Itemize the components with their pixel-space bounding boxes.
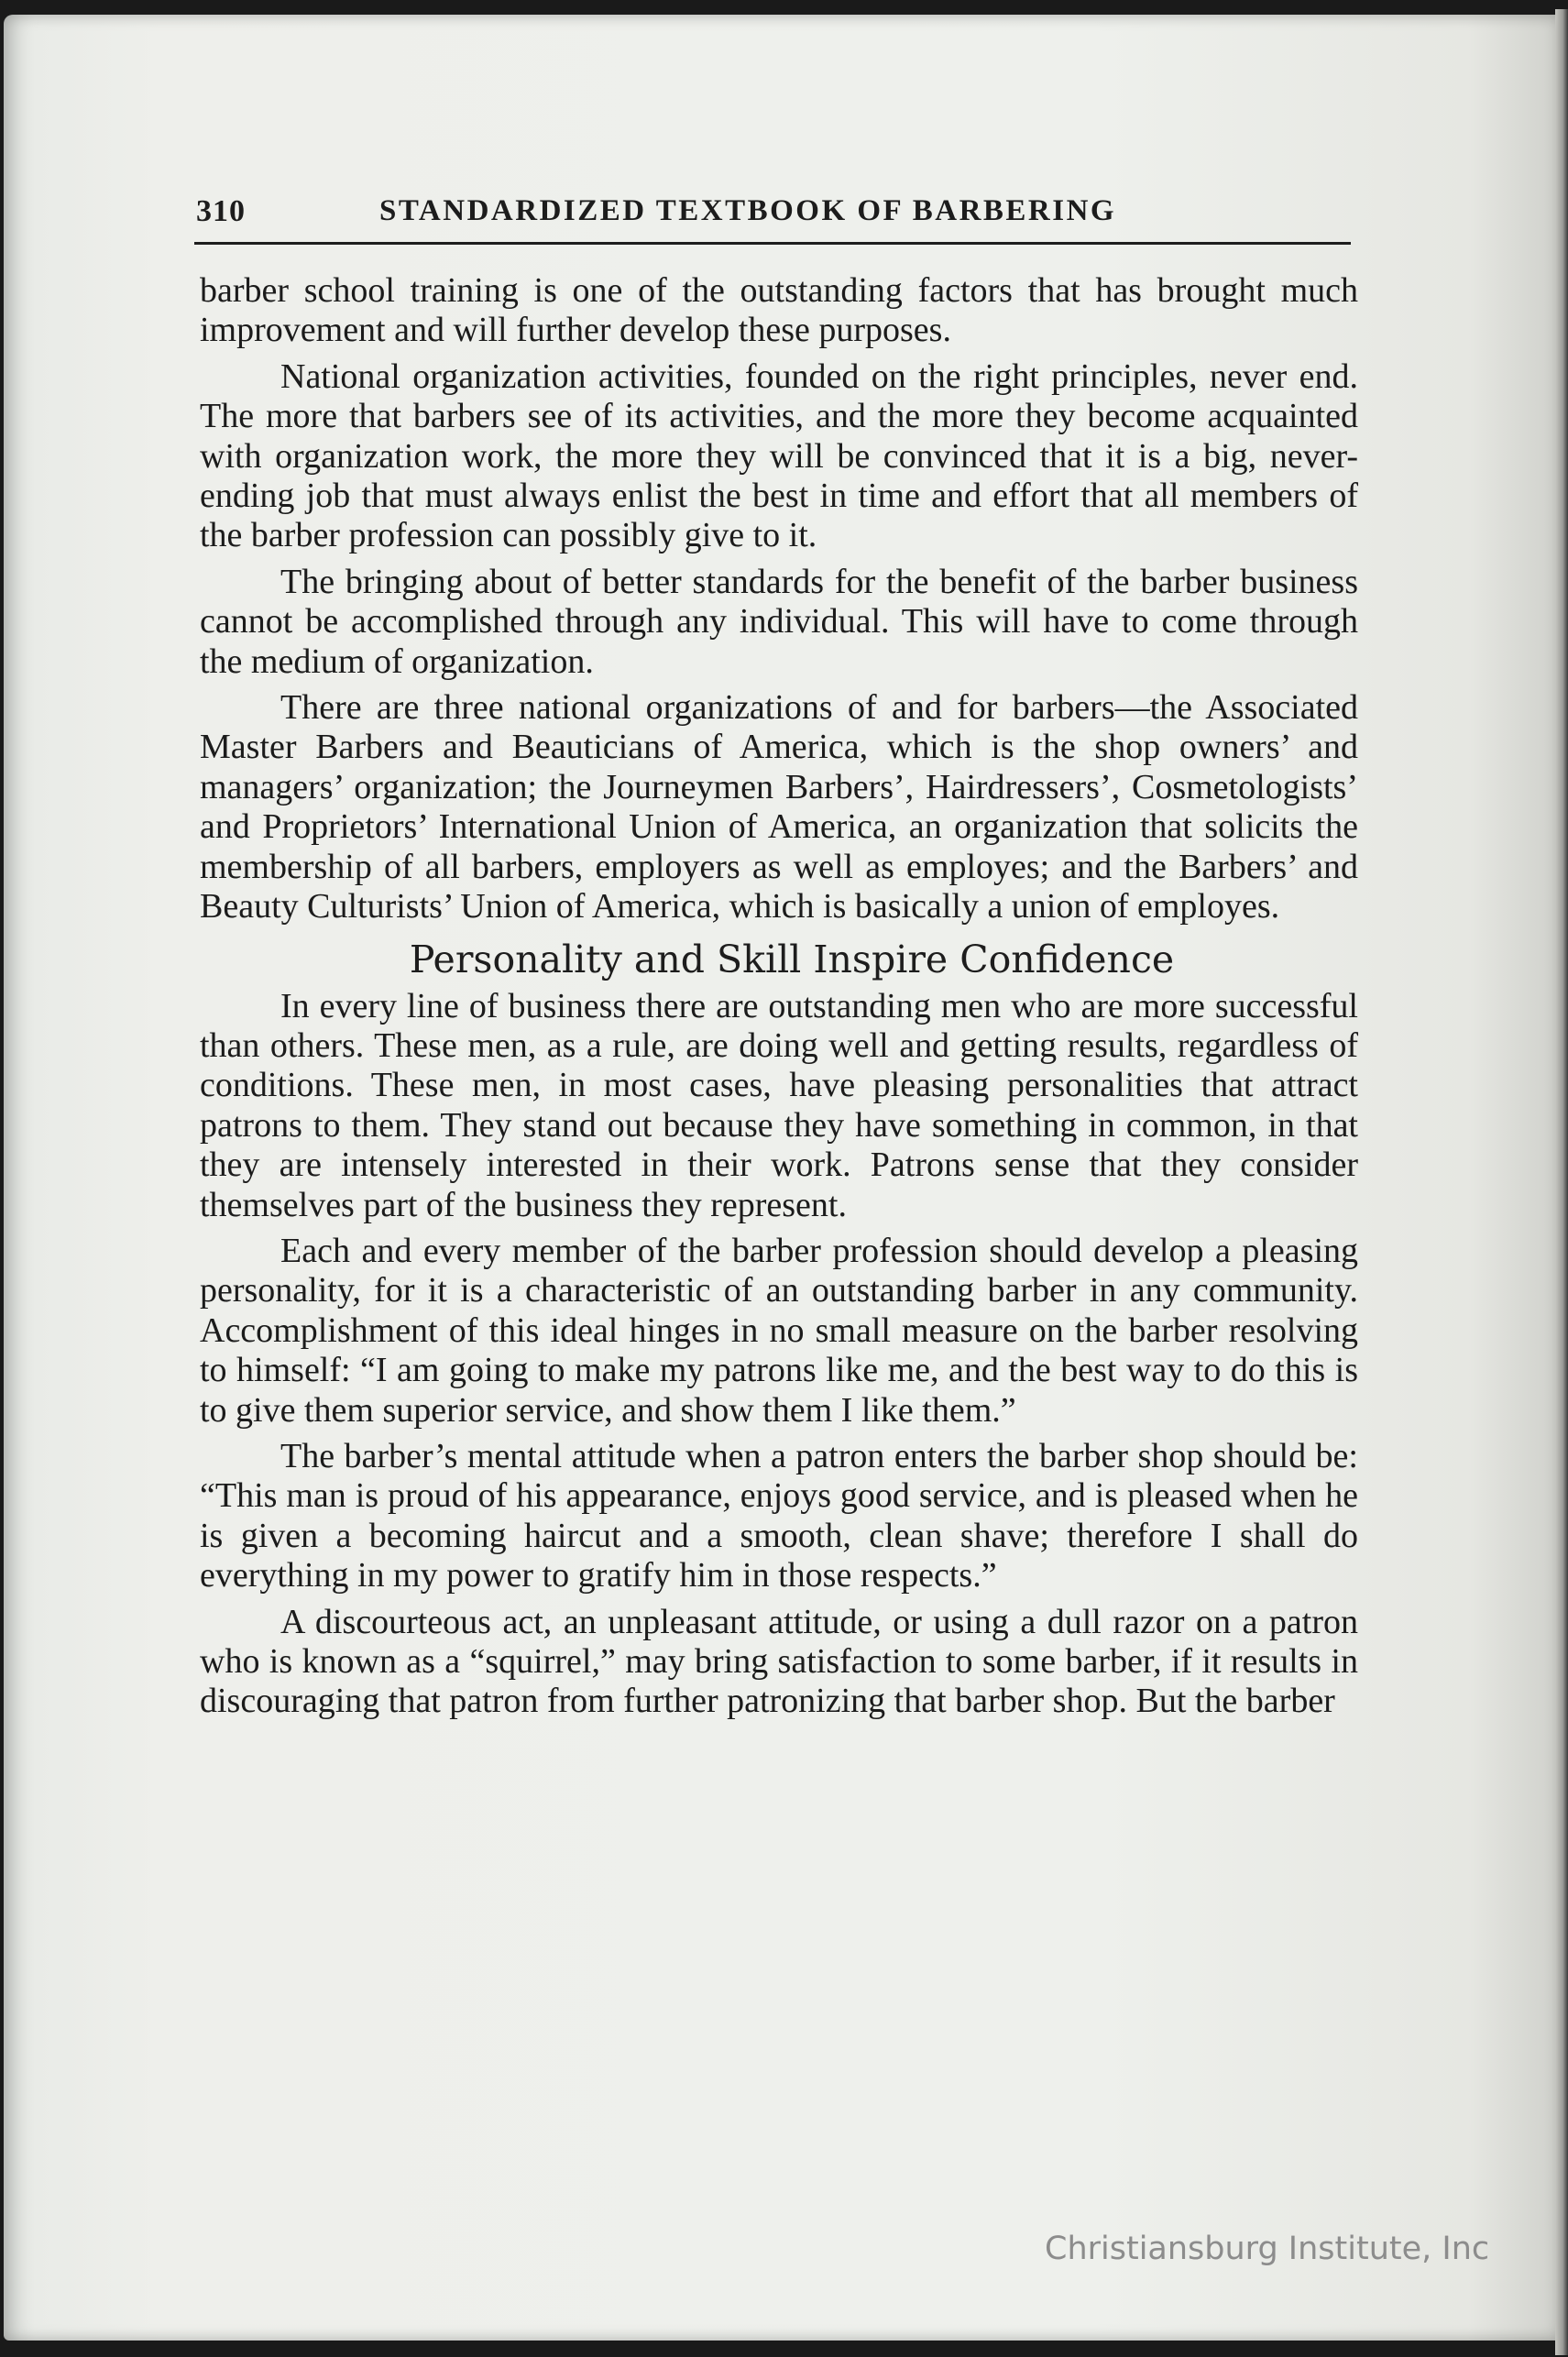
paragraph: The bringing about of better standards for the benefit of the barber business cannot be accomplished through any individual. This will have to come through the medium of organization. <box>200 562 1358 681</box>
body-text <box>200 271 1358 1728</box>
page-edge-shadow <box>1555 9 1568 2355</box>
paragraph: barber school training is one of the outstanding factors that has brought much improvement and will further develop these purposes. <box>200 271 1358 350</box>
book-title: STANDARDIZED TEXTBOOK OF BARBERING <box>379 194 1117 227</box>
paragraph: There are three national organizations of and for barbers—the Associated Master Barbers and Beauticians of America, which is the shop owners’ and managers’ organization; the Journeymen Barbers’, Hairdressers’, Cosmetologists’ and Proprietors’ International Union of America, an organization that solicits the membership of all barbers, employers as well as employes; and the Barbers’ and Beauty Culturists’ Union of America, which is basically a union of employes. <box>200 688 1358 926</box>
running-head <box>194 194 1351 245</box>
paragraph: Each and every member of the barber profession should develop a pleasing personality, for it is a characteristic of an outstanding barber in any community. Accomplishment of this ideal hinges in no small measure on the barber resolving to himself: “I am going to make my patrons like me, and the best way to do this is to give them superior service, and show them I like them.” <box>200 1231 1358 1430</box>
paragraph: The barber’s mental attitude when a patron enters the barber shop should be: “This man is proud of his appearance, enjoys good service, and is pleased when he is given a becoming haircut and a smooth, clean shave; therefore I shall do everything in my power to gratify him in those respects.” <box>200 1436 1358 1595</box>
paragraph: A discourteous act, an unpleasant attitude, or using a dull razor on a patron who is known as a “squirrel,” may bring satisfaction to some barber, if it results in discouraging that patron from further patronizing that barber shop. But the barber <box>200 1602 1358 1721</box>
paragraph: National organization activities, founded on the right principles, never end. The more that barbers see of its activities, and the more they become acquainted with organization work, the more they will be convinced that it is a big, never-ending job that must always enlist the best in time and effort that all members of the barber profession can possibly give to it. <box>200 356 1358 555</box>
book-page <box>4 15 1562 2341</box>
paragraph: In every line of business there are outstanding men who are more successful than others. These men, as a rule, are doing well and getting results, regardless of conditions. These men, in most cases, have pleasing personalities that attract patrons to them. They stand out because they have something in common, in that they are intensely interested in their work. Patrons sense that they consider themselves part of the business they represent. <box>200 986 1358 1224</box>
page-number: 310 <box>196 194 246 228</box>
section-heading: Personality and Skill Inspire Confidence <box>409 937 1175 981</box>
watermark: Christiansburg Institute, Inc <box>1045 2231 1490 2267</box>
